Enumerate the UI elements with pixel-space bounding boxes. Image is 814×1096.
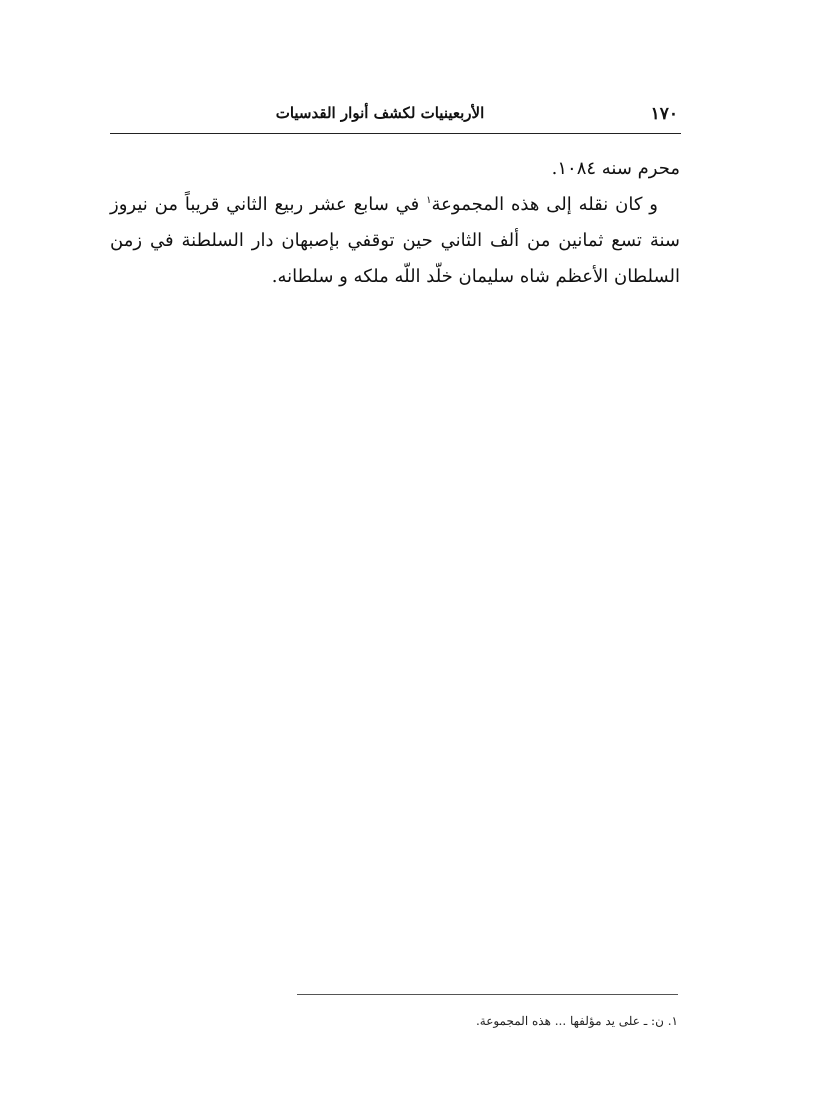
footnote: ١. ن: ـ على يد مؤلفها ... هذه المجموعة. — [475, 1014, 678, 1028]
footnote-reference[interactable]: ١ — [426, 195, 432, 206]
page-number: ١٧٠ — [650, 104, 678, 124]
date-line: محرم سنه ١٠٨٤. — [551, 158, 680, 179]
paragraph-text-end: في سابع عشر ربيع الثاني قريباً من نيروز سنة تسع ثمانين من ألف الثاني حين توقفي بإصبهان دار السلطنة في زمن السلطان الأعظم شاه سليمان خلّد اللّه ملكه و سلطانه. — [110, 194, 680, 287]
page-header — [110, 104, 680, 128]
footnote-rule — [297, 994, 678, 995]
paragraph — [110, 187, 680, 295]
header-rule — [110, 133, 681, 134]
running-title: الأربعينيات لكشف أنوار القدسيات — [275, 104, 485, 122]
paragraph-text-start: و كان نقله إلى هذه المجموعة — [431, 194, 658, 215]
main-text — [110, 151, 680, 295]
